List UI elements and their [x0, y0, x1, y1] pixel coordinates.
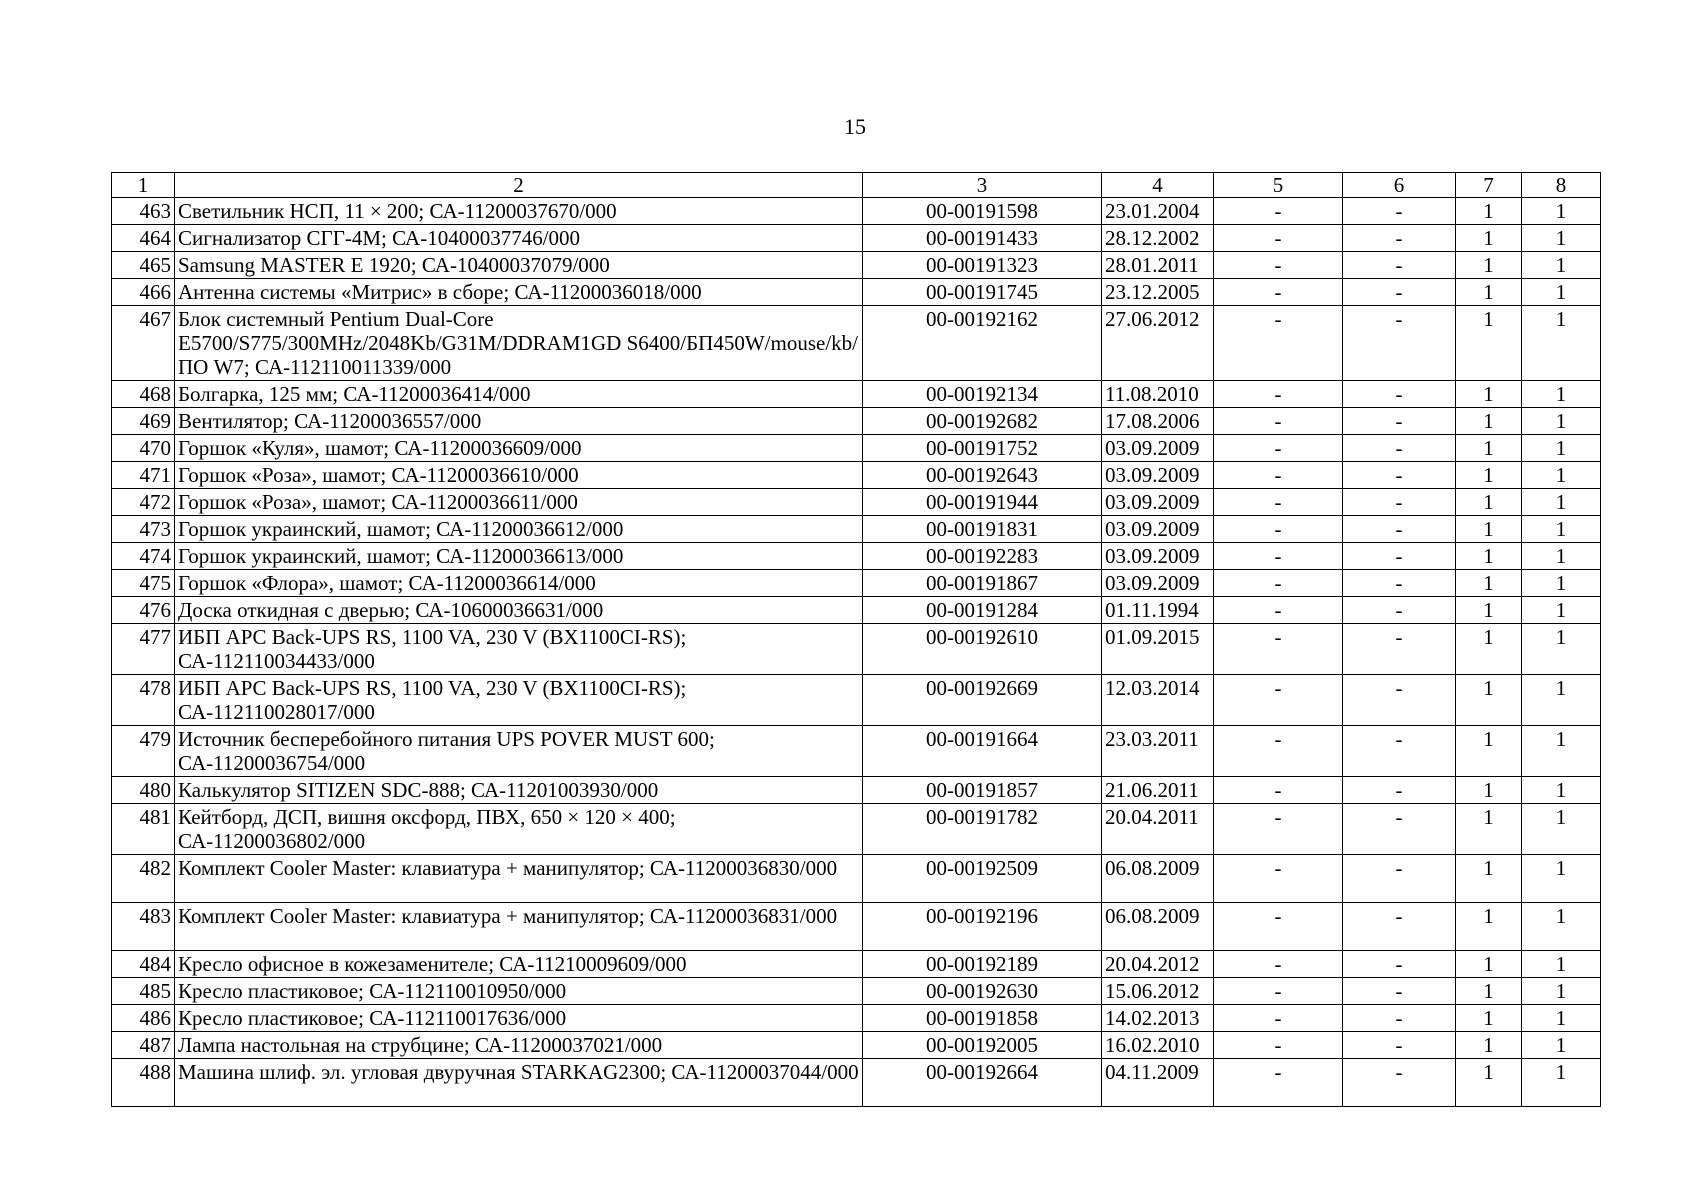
inventory-number-cell: 00-00191745 — [863, 279, 1102, 306]
column-5-cell: - — [1214, 1005, 1343, 1032]
inventory-number-cell: 00-00192669 — [863, 675, 1102, 726]
column-5-cell: - — [1214, 951, 1343, 978]
inventory-number-cell: 00-00192162 — [863, 306, 1102, 381]
date-cell: 03.09.2009 — [1102, 435, 1214, 462]
date-cell: 12.03.2014 — [1102, 675, 1214, 726]
row-number-cell: 467 — [112, 306, 175, 381]
column-8-cell: 1 — [1522, 543, 1601, 570]
date-cell: 27.06.2012 — [1102, 306, 1214, 381]
item-name-cell: Сигнализатор СГГ-4М; СА-10400037746/000 — [175, 225, 863, 252]
inventory-table — [111, 172, 1601, 1107]
column-8-cell: 1 — [1522, 855, 1601, 903]
row-number-cell: 475 — [112, 570, 175, 597]
table-row — [112, 597, 1601, 624]
column-6-cell: - — [1343, 306, 1456, 381]
date-cell: 16.02.2010 — [1102, 1032, 1214, 1059]
column-6-cell: - — [1343, 489, 1456, 516]
date-cell: 03.09.2009 — [1102, 570, 1214, 597]
inventory-number-cell: 00-00192189 — [863, 951, 1102, 978]
table-row — [112, 726, 1601, 777]
inventory-number-cell: 00-00192005 — [863, 1032, 1102, 1059]
column-5-cell: - — [1214, 1032, 1343, 1059]
row-number-cell: 464 — [112, 225, 175, 252]
column-6-cell: - — [1343, 951, 1456, 978]
item-name-cell: Кресло пластиковое; СА-112110017636/000 — [175, 1005, 863, 1032]
date-cell: 23.03.2011 — [1102, 726, 1214, 777]
date-cell: 20.04.2011 — [1102, 804, 1214, 855]
column-6-cell: - — [1343, 252, 1456, 279]
table-row — [112, 543, 1601, 570]
inventory-number-cell: 00-00192682 — [863, 408, 1102, 435]
column-5-cell: - — [1214, 435, 1343, 462]
column-6-cell: - — [1343, 462, 1456, 489]
column-8-cell: 1 — [1522, 279, 1601, 306]
column-5-cell: - — [1214, 597, 1343, 624]
column-8-cell: 1 — [1522, 597, 1601, 624]
column-7-cell: 1 — [1456, 225, 1522, 252]
column-6-cell: - — [1343, 1005, 1456, 1032]
column-header: 4 — [1102, 173, 1214, 198]
column-5-cell: - — [1214, 675, 1343, 726]
column-6-cell: - — [1343, 408, 1456, 435]
row-number-cell: 481 — [112, 804, 175, 855]
column-7-cell: 1 — [1456, 252, 1522, 279]
item-name-cell: Кресло офисное в кожезаменителе; СА-11210009609/000 — [175, 951, 863, 978]
inventory-number-cell: 00-00192643 — [863, 462, 1102, 489]
row-number-cell: 469 — [112, 408, 175, 435]
row-number-cell: 477 — [112, 624, 175, 675]
column-8-cell: 1 — [1522, 726, 1601, 777]
date-cell: 01.09.2015 — [1102, 624, 1214, 675]
date-cell: 15.06.2012 — [1102, 978, 1214, 1005]
table-row — [112, 855, 1601, 903]
item-name-cell: Калькулятор SITIZEN SDC-888; СА-11201003930/000 — [175, 777, 863, 804]
column-6-cell: - — [1343, 855, 1456, 903]
column-header: 1 — [112, 173, 175, 198]
item-name-cell: Горшок «Роза», шамот; СА-11200036610/000 — [175, 462, 863, 489]
column-7-cell: 1 — [1456, 543, 1522, 570]
column-7-cell: 1 — [1456, 597, 1522, 624]
inventory-number-cell: 00-00192134 — [863, 381, 1102, 408]
item-name-cell: Доска откидная с дверью; СА-10600036631/000 — [175, 597, 863, 624]
item-name-cell: Горшок украинский, шамот; СА-11200036612/000 — [175, 516, 863, 543]
date-cell: 06.08.2009 — [1102, 903, 1214, 951]
row-number-cell: 488 — [112, 1059, 175, 1107]
column-5-cell: - — [1214, 570, 1343, 597]
table-row — [112, 198, 1601, 225]
inventory-number-cell: 00-00191284 — [863, 597, 1102, 624]
column-7-cell: 1 — [1456, 1032, 1522, 1059]
table-row — [112, 951, 1601, 978]
column-6-cell: - — [1343, 597, 1456, 624]
column-7-cell: 1 — [1456, 381, 1522, 408]
table-row — [112, 279, 1601, 306]
row-number-cell: 474 — [112, 543, 175, 570]
column-6-cell: - — [1343, 435, 1456, 462]
column-7-cell: 1 — [1456, 951, 1522, 978]
row-number-cell: 476 — [112, 597, 175, 624]
column-5-cell: - — [1214, 624, 1343, 675]
date-cell: 28.12.2002 — [1102, 225, 1214, 252]
column-6-cell: - — [1343, 570, 1456, 597]
table-row — [112, 252, 1601, 279]
row-number-cell: 468 — [112, 381, 175, 408]
row-number-cell: 465 — [112, 252, 175, 279]
column-6-cell: - — [1343, 675, 1456, 726]
item-name-cell: Комплект Cooler Master: клавиатура + манипулятор; СА-11200036830/000 — [175, 855, 863, 903]
table-row — [112, 306, 1601, 381]
table-row — [112, 1059, 1601, 1107]
row-number-cell: 479 — [112, 726, 175, 777]
date-cell: 03.09.2009 — [1102, 462, 1214, 489]
inventory-number-cell: 00-00191433 — [863, 225, 1102, 252]
column-5-cell: - — [1214, 462, 1343, 489]
date-cell: 23.01.2004 — [1102, 198, 1214, 225]
table-row — [112, 408, 1601, 435]
inventory-number-cell: 00-00192509 — [863, 855, 1102, 903]
item-name-cell: Комплект Cooler Master: клавиатура + манипулятор; СА-11200036831/000 — [175, 903, 863, 951]
item-name-cell: Горшок «Флора», шамот; СА-11200036614/000 — [175, 570, 863, 597]
row-number-cell: 482 — [112, 855, 175, 903]
column-header: 2 — [175, 173, 863, 198]
column-6-cell: - — [1343, 726, 1456, 777]
column-8-cell: 1 — [1522, 951, 1601, 978]
date-cell: 03.09.2009 — [1102, 543, 1214, 570]
date-cell: 20.04.2012 — [1102, 951, 1214, 978]
column-8-cell: 1 — [1522, 252, 1601, 279]
column-6-cell: - — [1343, 225, 1456, 252]
column-header: 5 — [1214, 173, 1343, 198]
item-name-cell: Источник бесперебойного питания UPS POVER MUST 600; СА-11200036754/000 — [175, 726, 863, 777]
row-number-cell: 463 — [112, 198, 175, 225]
date-cell: 03.09.2009 — [1102, 489, 1214, 516]
column-7-cell: 1 — [1456, 804, 1522, 855]
row-number-cell: 486 — [112, 1005, 175, 1032]
column-6-cell: - — [1343, 777, 1456, 804]
inventory-number-cell: 00-00191857 — [863, 777, 1102, 804]
column-7-cell: 1 — [1456, 624, 1522, 675]
column-6-cell: - — [1343, 1032, 1456, 1059]
column-8-cell: 1 — [1522, 675, 1601, 726]
date-cell: 03.09.2009 — [1102, 516, 1214, 543]
inventory-number-cell: 00-00192196 — [863, 903, 1102, 951]
item-name-cell: Лампа настольная на струбцине; СА-11200037021/000 — [175, 1032, 863, 1059]
date-cell: 17.08.2006 — [1102, 408, 1214, 435]
column-5-cell: - — [1214, 279, 1343, 306]
column-5-cell: - — [1214, 543, 1343, 570]
column-8-cell: 1 — [1522, 903, 1601, 951]
row-number-cell: 480 — [112, 777, 175, 804]
item-name-cell: Samsung MASTER E 1920; СА-10400037079/000 — [175, 252, 863, 279]
table-row — [112, 516, 1601, 543]
column-8-cell: 1 — [1522, 1032, 1601, 1059]
column-header: 6 — [1343, 173, 1456, 198]
item-name-cell: ИБП APC Back-UPS RS, 1100 VA, 230 V (BX1100CI-RS); СА-112110028017/000 — [175, 675, 863, 726]
date-cell: 23.12.2005 — [1102, 279, 1214, 306]
column-5-cell: - — [1214, 777, 1343, 804]
inventory-number-cell: 00-00191944 — [863, 489, 1102, 516]
row-number-cell: 473 — [112, 516, 175, 543]
column-7-cell: 1 — [1456, 726, 1522, 777]
column-8-cell: 1 — [1522, 978, 1601, 1005]
table-row — [112, 462, 1601, 489]
column-6-cell: - — [1343, 903, 1456, 951]
item-name-cell: Вентилятор; СА-11200036557/000 — [175, 408, 863, 435]
table-row — [112, 489, 1601, 516]
inventory-number-cell: 00-00192283 — [863, 543, 1102, 570]
column-5-cell: - — [1214, 804, 1343, 855]
table-row — [112, 1005, 1601, 1032]
page-number: 15 — [844, 114, 866, 139]
column-7-cell: 1 — [1456, 516, 1522, 543]
item-name-cell: Блок системный Pentium Dual-Core E5700/S775/300MHz/2048Kb/G31M/DDRAM1GD S6400/БП450W/mouse/kb/ПО W7; СА-112110011339/000 — [175, 306, 863, 381]
table-row — [112, 675, 1601, 726]
table-row — [112, 570, 1601, 597]
column-8-cell: 1 — [1522, 198, 1601, 225]
column-7-cell: 1 — [1456, 408, 1522, 435]
date-cell: 06.08.2009 — [1102, 855, 1214, 903]
inventory-number-cell: 00-00191664 — [863, 726, 1102, 777]
column-5-cell: - — [1214, 978, 1343, 1005]
column-8-cell: 1 — [1522, 777, 1601, 804]
column-8-cell: 1 — [1522, 570, 1601, 597]
item-name-cell: Машина шлиф. эл. угловая двуручная STARKAG2300; СА-11200037044/000 — [175, 1059, 863, 1107]
column-7-cell: 1 — [1456, 279, 1522, 306]
column-5-cell: - — [1214, 489, 1343, 516]
inventory-number-cell: 00-00191858 — [863, 1005, 1102, 1032]
date-cell: 04.11.2009 — [1102, 1059, 1214, 1107]
column-5-cell: - — [1214, 198, 1343, 225]
column-7-cell: 1 — [1456, 978, 1522, 1005]
column-7-cell: 1 — [1456, 1005, 1522, 1032]
date-cell: 21.06.2011 — [1102, 777, 1214, 804]
table-row — [112, 1032, 1601, 1059]
column-7-cell: 1 — [1456, 198, 1522, 225]
column-5-cell: - — [1214, 903, 1343, 951]
column-5-cell: - — [1214, 726, 1343, 777]
column-6-cell: - — [1343, 543, 1456, 570]
row-number-cell: 472 — [112, 489, 175, 516]
column-6-cell: - — [1343, 804, 1456, 855]
item-name-cell: Горшок «Роза», шамот; СА-11200036611/000 — [175, 489, 863, 516]
item-name-cell: Кейтборд, ДСП, вишня оксфорд, ПВХ, 650 × 120 × 400; СА-11200036802/000 — [175, 804, 863, 855]
column-7-cell: 1 — [1456, 489, 1522, 516]
inventory-number-cell: 00-00191598 — [863, 198, 1102, 225]
column-5-cell: - — [1214, 306, 1343, 381]
table-row — [112, 381, 1601, 408]
column-8-cell: 1 — [1522, 1059, 1601, 1107]
item-name-cell: Светильник НСП, 11 × 200; СА-11200037670/000 — [175, 198, 863, 225]
header-row — [112, 173, 1601, 198]
row-number-cell: 484 — [112, 951, 175, 978]
inventory-number-cell: 00-00191867 — [863, 570, 1102, 597]
inventory-number-cell: 00-00191323 — [863, 252, 1102, 279]
date-cell: 11.08.2010 — [1102, 381, 1214, 408]
column-8-cell: 1 — [1522, 381, 1601, 408]
column-6-cell: - — [1343, 516, 1456, 543]
table-row — [112, 624, 1601, 675]
column-5-cell: - — [1214, 252, 1343, 279]
column-6-cell: - — [1343, 1059, 1456, 1107]
inventory-number-cell: 00-00191831 — [863, 516, 1102, 543]
column-5-cell: - — [1214, 381, 1343, 408]
row-number-cell: 470 — [112, 435, 175, 462]
table-row — [112, 903, 1601, 951]
item-name-cell: Кресло пластиковое; СА-112110010950/000 — [175, 978, 863, 1005]
column-6-cell: - — [1343, 978, 1456, 1005]
column-6-cell: - — [1343, 279, 1456, 306]
column-8-cell: 1 — [1522, 306, 1601, 381]
column-6-cell: - — [1343, 624, 1456, 675]
column-8-cell: 1 — [1522, 1005, 1601, 1032]
column-8-cell: 1 — [1522, 462, 1601, 489]
table-row — [112, 435, 1601, 462]
inventory-number-cell: 00-00191782 — [863, 804, 1102, 855]
column-7-cell: 1 — [1456, 777, 1522, 804]
column-5-cell: - — [1214, 1059, 1343, 1107]
column-8-cell: 1 — [1522, 516, 1601, 543]
row-number-cell: 485 — [112, 978, 175, 1005]
table-row — [112, 225, 1601, 252]
column-8-cell: 1 — [1522, 804, 1601, 855]
column-6-cell: - — [1343, 198, 1456, 225]
table-row — [112, 777, 1601, 804]
column-header: 7 — [1456, 173, 1522, 198]
column-7-cell: 1 — [1456, 675, 1522, 726]
column-5-cell: - — [1214, 408, 1343, 435]
column-8-cell: 1 — [1522, 408, 1601, 435]
column-6-cell: - — [1343, 381, 1456, 408]
column-8-cell: 1 — [1522, 435, 1601, 462]
row-number-cell: 487 — [112, 1032, 175, 1059]
item-name-cell: Болгарка, 125 мм; СА-11200036414/000 — [175, 381, 863, 408]
column-5-cell: - — [1214, 516, 1343, 543]
inventory-number-cell: 00-00191752 — [863, 435, 1102, 462]
table-row — [112, 978, 1601, 1005]
table-row — [112, 804, 1601, 855]
column-8-cell: 1 — [1522, 225, 1601, 252]
row-number-cell: 471 — [112, 462, 175, 489]
date-cell: 01.11.1994 — [1102, 597, 1214, 624]
item-name-cell: Горшок украинский, шамот; СА-11200036613/000 — [175, 543, 863, 570]
column-header: 8 — [1522, 173, 1601, 198]
inventory-number-cell: 00-00192630 — [863, 978, 1102, 1005]
column-7-cell: 1 — [1456, 855, 1522, 903]
column-7-cell: 1 — [1456, 462, 1522, 489]
date-cell: 14.02.2013 — [1102, 1005, 1214, 1032]
item-name-cell: ИБП APC Back-UPS RS, 1100 VA, 230 V (BX1100CI-RS); СА-112110034433/000 — [175, 624, 863, 675]
row-number-cell: 478 — [112, 675, 175, 726]
column-8-cell: 1 — [1522, 489, 1601, 516]
date-cell: 28.01.2011 — [1102, 252, 1214, 279]
column-7-cell: 1 — [1456, 570, 1522, 597]
column-7-cell: 1 — [1456, 435, 1522, 462]
column-8-cell: 1 — [1522, 624, 1601, 675]
item-name-cell: Антенна системы «Митрис» в сборе; СА-11200036018/000 — [175, 279, 863, 306]
column-7-cell: 1 — [1456, 306, 1522, 381]
inventory-number-cell: 00-00192664 — [863, 1059, 1102, 1107]
row-number-cell: 466 — [112, 279, 175, 306]
inventory-number-cell: 00-00192610 — [863, 624, 1102, 675]
column-header: 3 — [863, 173, 1102, 198]
row-number-cell: 483 — [112, 903, 175, 951]
column-7-cell: 1 — [1456, 903, 1522, 951]
column-5-cell: - — [1214, 225, 1343, 252]
column-7-cell: 1 — [1456, 1059, 1522, 1107]
column-5-cell: - — [1214, 855, 1343, 903]
item-name-cell: Горшок «Куля», шамот; СА-11200036609/000 — [175, 435, 863, 462]
